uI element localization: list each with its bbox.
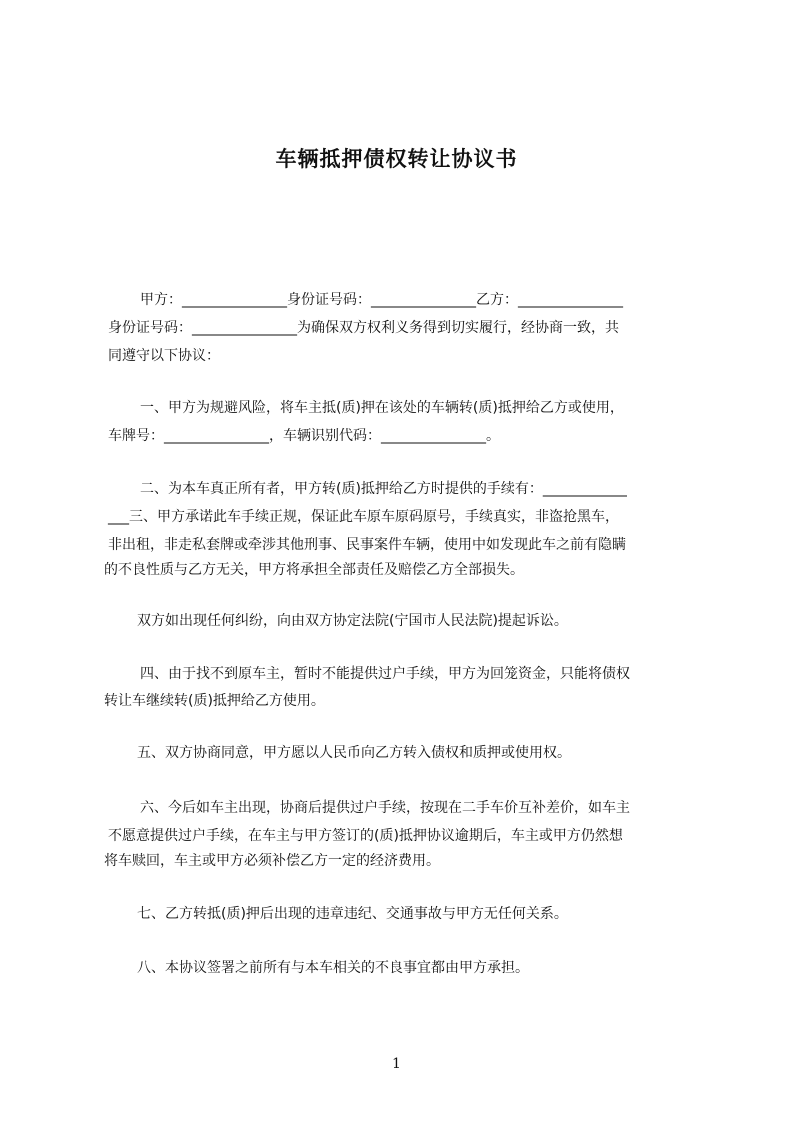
text-line-clause-6-cont-2: 将车赎回，车主或甲方必须补偿乙方一定的经济费用。 (104, 853, 440, 869)
text-line-clause-1: 一、甲方为规避风险，将车主抵(质)押在该处的车辆转(质)抵押给乙方或使用， (140, 400, 624, 416)
text-line-clause-5: 五、双方协商同意，甲方愿以人民币向乙方转入债权和质押或使用权。 (137, 745, 571, 761)
text-line-clause-6: 六、今后如车主出现，协商后提供过户手续，按现在二手车价互补差价，如车主 (140, 800, 630, 816)
page-number: 1 (392, 1056, 401, 1072)
text-line-clause-1-plate: 车牌号：_______________，车辆识别代码：_______________。 (108, 428, 500, 444)
text-line-clause-3-cont-1: 非出租，非走私套牌或牵涉其他刑事、民事案件车辆，使用中如发现此车之前有隐瞒 (108, 537, 626, 553)
text-line-dispute: 双方如出现任何纠纷，向由双方协定法院(宁国市人民法院)提起诉讼。 (137, 613, 568, 629)
text-line-clause-8: 八、本协议签署之前所有与本车相关的不良事宜都由甲方承担。 (137, 960, 529, 976)
text-line-clause-2: 二、为本车真正所有者，甲方转(质)抵押给乙方时提供的手续有：____________ (140, 481, 627, 497)
document-title: 车辆抵押债权转让协议书 (275, 147, 518, 171)
text-line-clause-3-cont-2: 的不良性质与乙方无关，甲方将承担全部责任及赔偿乙方全部损失。 (104, 562, 524, 578)
text-line-clause-4: 四、由于找不到原车主，暂时不能提供过户手续，甲方为回笼资金，只能将债权 (140, 666, 630, 682)
text-line-parties: 甲方：_______________身份证号码：_______________乙方：_______________ (140, 292, 623, 308)
text-line-clause-3: ___三、甲方承诺此车手续正规，保证此车原车原码原号，手续真实，非盗抢黑车， (108, 509, 619, 525)
text-line-id-purpose: 身份证号码：_______________为确保双方权利义务得到切实履行，经协商一致，共 (108, 320, 619, 336)
text-line-clause-4-cont: 转让车继续转(质)抵押给乙方使用。 (104, 693, 325, 709)
text-line-clause-6-cont-1: 不愿意提供过户手续，在车主与甲方签订的(质)抵押协议逾期后，车主或甲方仍然想 (108, 828, 623, 844)
text-line-agreement-intro: 同遵守以下协议： (108, 348, 220, 364)
text-line-clause-7: 七、乙方转抵(质)押后出现的违章违纪、交通事故与甲方无任何关系。 (137, 906, 568, 922)
